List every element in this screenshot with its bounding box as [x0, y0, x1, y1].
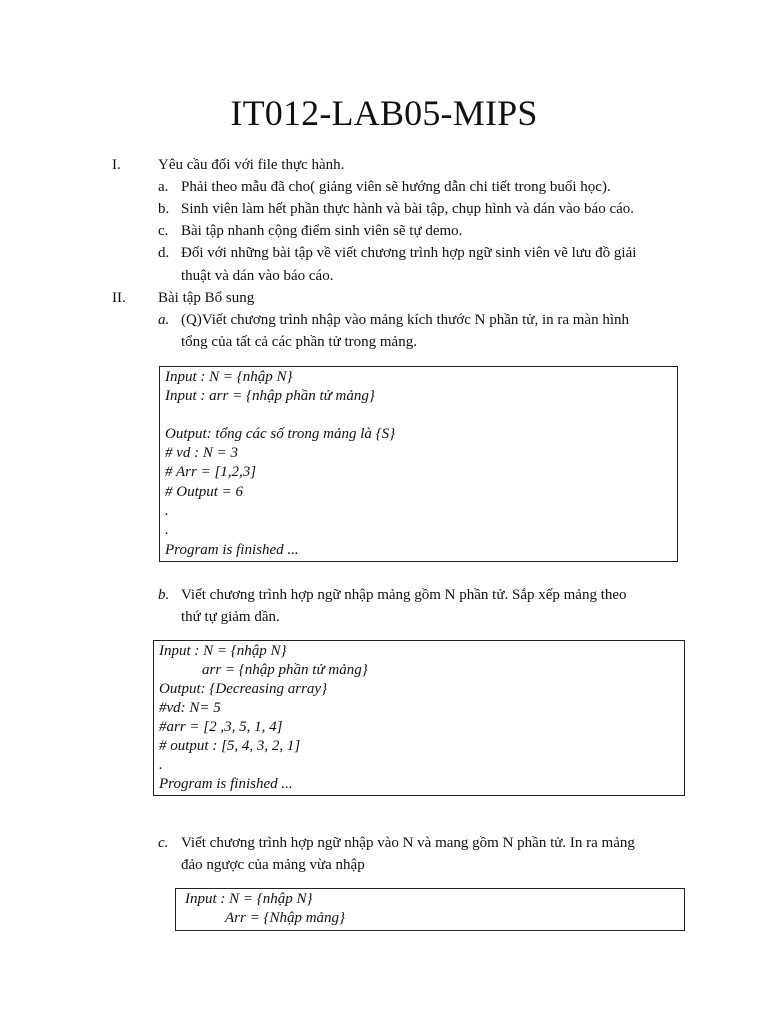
- code-line: #vd: N= 5: [159, 700, 221, 716]
- section-heading: Bài tập Bổ sung: [158, 290, 255, 306]
- list-item-text: Bài tập nhanh cộng điểm sinh viên sẽ tự demo.: [181, 223, 463, 239]
- code-example-box: [159, 366, 678, 562]
- code-line: Program is finished ...: [159, 776, 293, 792]
- code-line: .: [165, 503, 169, 519]
- list-item-label: c.: [158, 223, 169, 239]
- code-line: arr = {nhập phần tử mảng}: [202, 662, 368, 678]
- code-line: # Arr = [1,2,3]: [165, 464, 257, 480]
- exercise-label: c.: [158, 835, 169, 851]
- code-line: Input : N = {nhập N}: [159, 643, 287, 659]
- list-item-text: Sinh viên làm hết phần thực hành và bài tập, chụp hình và dán vào báo cáo.: [181, 201, 635, 217]
- exercise-text: Viết chương trình hợp ngữ nhập mảng gồm N phần tử. Sắp xếp mảng theo: [181, 587, 627, 603]
- list-item-text: Đối với những bài tập về viết chương trình hợp ngữ sinh viên vẽ lưu đồ giải: [181, 245, 637, 261]
- code-line: Arr = {Nhập mảng}: [225, 910, 346, 926]
- code-line: #arr = [2 ,3, 5, 1, 4]: [159, 719, 283, 735]
- code-example-box: [175, 888, 685, 931]
- code-line: Input : N = {nhập N}: [185, 891, 313, 907]
- code-line: # Output = 6: [165, 484, 244, 500]
- exercise-label: b.: [158, 587, 170, 603]
- exercise-label: a.: [158, 312, 170, 328]
- code-line: Input : N = {nhập N}: [165, 369, 293, 385]
- list-item-label: d.: [158, 245, 170, 261]
- section-number: I.: [112, 157, 121, 173]
- code-line: Input : arr = {nhập phần tử mảng}: [165, 388, 375, 404]
- code-line: Output: tổng các số trong mảng là {S}: [165, 426, 396, 442]
- page-title: IT012-LAB05-MIPS: [230, 93, 538, 133]
- code-line: .: [165, 522, 169, 538]
- exercise-text: (Q)Viết chương trình nhập vào mảng kích thước N phần tử, in ra màn hình: [181, 312, 630, 328]
- exercise-text-continued: thứ tự giảm dần.: [181, 609, 280, 625]
- exercise-text-continued: tổng của tất cả các phần tử trong mảng.: [181, 334, 417, 350]
- list-item-label: b.: [158, 201, 170, 217]
- list-item-text: Phải theo mẫu đã cho( giảng viên sẽ hướng dẫn chi tiết trong buổi học).: [181, 179, 611, 195]
- list-item-label: a.: [158, 179, 169, 195]
- code-line: Program is finished ...: [165, 542, 299, 558]
- code-line: # output : [5, 4, 3, 2, 1]: [159, 738, 301, 754]
- code-line: Output: {Decreasing array}: [159, 681, 328, 697]
- list-item-text-continued: thuật và dán vào báo cáo.: [181, 268, 334, 284]
- section-number: II.: [112, 290, 126, 306]
- code-line: # vd : N = 3: [165, 445, 239, 461]
- code-line: .: [159, 757, 163, 773]
- section-heading: Yêu cầu đối với file thực hành.: [158, 157, 345, 173]
- exercise-text-continued: đảo ngược của mảng vừa nhập: [181, 857, 365, 873]
- code-example-box: [153, 640, 685, 796]
- exercise-text: Viết chương trình hợp ngữ nhập vào N và mang gồm N phần tử. In ra mảng: [181, 835, 635, 851]
